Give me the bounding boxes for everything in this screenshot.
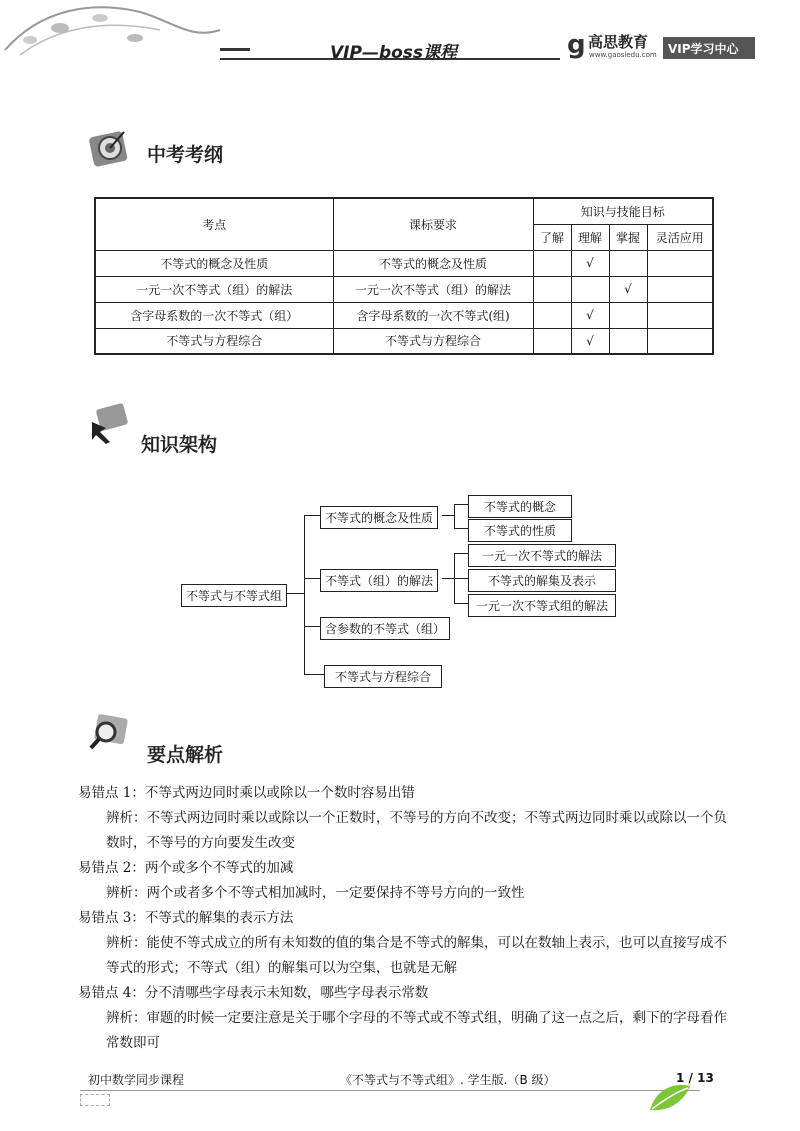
footer-course: 初中数学同步课程 — [88, 1073, 185, 1087]
brand-url: www.gaosiedu.com — [589, 51, 657, 59]
cell-req: 一元一次不等式（组）的解法 — [333, 276, 533, 302]
tree-leaf: 一元一次不等式的解法 — [468, 544, 616, 567]
cell-req: 不等式与方程综合 — [333, 328, 533, 354]
cell-mark — [533, 328, 571, 354]
brand-logo-icon: g — [567, 30, 586, 60]
table-row — [95, 276, 713, 302]
point-title: 易错点 3：不等式的解集的表示方法 — [78, 910, 294, 926]
cell-req: 不等式的概念及性质 — [333, 250, 533, 276]
th-level: 了解 — [533, 224, 571, 250]
header-ornament — [0, 0, 230, 62]
cell-mark: √ — [571, 302, 609, 328]
section-title-exam-outline: 中考考纲 — [147, 144, 224, 166]
point-title: 易错点 4：分不清哪些字母表示未知数，哪些字母表示常数 — [78, 985, 429, 1001]
key-points-list — [78, 781, 738, 1056]
cell-topic: 一元一次不等式（组）的解法 — [95, 276, 333, 302]
point-body: 辨析：不等式两边同时乘以或除以一个正数时，不等号的方向不改变；不等式两边同时乘以或除以一个负数时，不等号的方向要发生改变 — [106, 810, 727, 851]
table-row — [95, 302, 713, 328]
tree-leaf: 不等式的性质 — [468, 519, 572, 542]
cell-mark — [609, 302, 647, 328]
th-goal: 知识与技能目标 — [533, 198, 713, 224]
tree-branch: 不等式的概念及性质 — [320, 506, 438, 529]
section-title-knowledge-framework: 知识架构 — [141, 434, 218, 456]
cell-topic: 不等式与方程综合 — [95, 328, 333, 354]
th-level: 灵活应用 — [647, 224, 713, 250]
footer-rule — [80, 1090, 700, 1091]
scroll-pointer-icon — [88, 402, 130, 444]
brand-name: 高思教育 — [588, 33, 649, 51]
tree-branch: 含参数的不等式（组） — [320, 617, 450, 640]
cell-mark — [647, 302, 713, 328]
cell-mark — [609, 328, 647, 354]
exam-outline-table — [94, 197, 714, 355]
leaf-icon — [646, 1082, 692, 1114]
point-title: 易错点 1：不等式两边同时乘以或除以一个数时容易出错 — [78, 785, 415, 801]
th-level: 掌握 — [609, 224, 647, 250]
table-row — [95, 328, 713, 354]
cell-mark — [647, 276, 713, 302]
tree-leaf: 不等式的概念 — [468, 495, 572, 518]
cell-req: 含字母系数的一次不等式(组) — [333, 302, 533, 328]
cell-mark — [609, 250, 647, 276]
vip-center-badge: VIP学习中心 — [663, 37, 755, 59]
cell-mark — [571, 276, 609, 302]
cell-mark — [533, 302, 571, 328]
point-body: 辨析：两个或者多个不等式相加减时，一定要保持不等号方向的一致性 — [106, 885, 525, 901]
cell-mark: √ — [571, 328, 609, 354]
tree-branch: 不等式与方程综合 — [324, 665, 442, 688]
cell-topic: 含字母系数的一次不等式（组） — [95, 302, 333, 328]
th-topic: 考点 — [95, 198, 333, 250]
point-title: 易错点 2：两个或多个不等式的加减 — [78, 860, 294, 876]
tree-root: 不等式与不等式组 — [181, 584, 287, 607]
course-title: VIP—boss课程 — [330, 43, 458, 63]
target-icon — [88, 126, 130, 168]
point-body: 辨析：能使不等式成立的所有未知数的值的集合是不等式的解集，可以在数轴上表示，也可以直接写成不等式的形式；不等式（组）的解集可以为空集，也就是无解 — [106, 935, 727, 976]
footer-logo-icon — [80, 1094, 110, 1106]
cell-mark — [647, 250, 713, 276]
cell-topic: 不等式的概念及性质 — [95, 250, 333, 276]
magnifier-icon — [88, 712, 130, 754]
table-row — [95, 250, 713, 276]
cell-mark — [533, 276, 571, 302]
cell-mark: √ — [571, 250, 609, 276]
th-level: 理解 — [571, 224, 609, 250]
th-requirement: 课标要求 — [333, 198, 533, 250]
point-body: 辨析：审题的时候一定要注意是关于哪个字母的不等式或不等式组，明确了这一点之后，剩下的字母看作常数即可 — [106, 1010, 727, 1051]
tree-leaf: 一元一次不等式组的解法 — [468, 594, 616, 617]
section-title-key-points: 要点解析 — [147, 744, 224, 766]
tree-branch: 不等式（组）的解法 — [320, 569, 438, 592]
footer-title: 《不等式与不等式组》. 学生版.（B 级） — [340, 1073, 556, 1087]
header-dash — [220, 48, 250, 51]
tree-leaf: 不等式的解集及表示 — [468, 569, 616, 592]
cell-mark — [533, 250, 571, 276]
cell-mark — [647, 328, 713, 354]
cell-mark: √ — [609, 276, 647, 302]
page-number: 1 / 13 — [676, 1071, 714, 1085]
